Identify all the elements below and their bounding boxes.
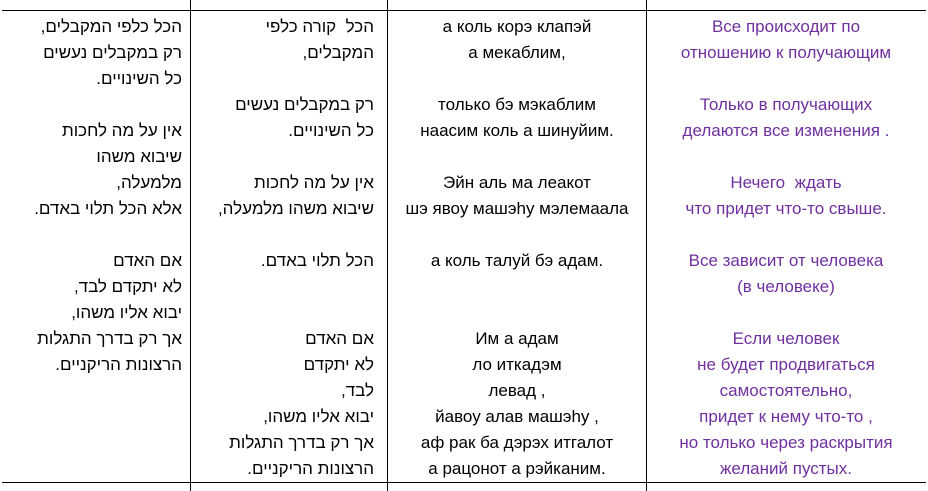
hebrew-full-line: הרצונות הריקניים. [55,355,182,374]
translation-line: отношению к получающим [680,43,892,62]
translation-line: желаний пустых. [720,459,852,478]
translation-line: что придет что-то свыше. [685,199,887,218]
translation-line: не будет продвигаться [697,355,875,374]
translation-line: Только в получающих [699,95,873,114]
translation-line: самостоятельно, [719,381,853,400]
transliteration-line [390,66,644,92]
hebrew-split-line: אך רק בדרך התגלות [229,433,374,452]
translation-line: Если человек [732,329,840,348]
hebrew-full-line: רק במקבלים נעשים [43,43,182,62]
hebrew-split-line: המקבלים, [302,43,374,62]
transliteration-line: шэ явоу машэһу мэлемаала [405,199,629,218]
translation-line: Все зависит от человека [688,251,884,270]
transliteration-line: Им а адам [475,329,559,348]
transliteration-line: только бэ мэкаблим [438,95,596,114]
hebrew-split-line [194,274,374,300]
translation-line [650,144,922,170]
hebrew-split-line: אין על מה לחכות [254,173,374,192]
top-border [2,10,926,11]
translation-line [650,66,922,92]
hebrew-split-line: לבד, [341,381,374,400]
hebrew-split-line [194,144,374,170]
column-divider [387,0,388,491]
transliteration-line: левад , [488,381,546,400]
column-divider [190,0,191,491]
translation-line: Все происходит по [711,17,861,36]
translation-line: делаются все изменения . [682,121,890,140]
translation-line: придет к нему что-то , [699,407,873,426]
translation-line: но только через раскрытия [679,433,893,452]
hebrew-split-line: רק במקבלים נעשים [235,95,374,114]
hebrew-split-line: יבוא אליו משהו, [263,407,374,426]
hebrew-split-line: שיבוא משהו מלמעלה, [217,199,374,218]
hebrew-full-line [4,222,182,248]
bottom-border [2,482,926,483]
column-divider [646,0,647,491]
transliteration-line: а коль талуй бэ адам. [430,251,604,270]
transliteration-line [390,222,644,248]
hebrew-split-line: אם האדם [305,329,374,348]
hebrew-full-line: כל השינויים. [96,69,182,88]
transliteration-line [390,300,644,326]
hebrew-split-line: הכל קורה כלפי [265,17,374,36]
hebrew-full-line: מלמעלה, [116,173,182,192]
translation-line [650,300,922,326]
transliteration-line [390,274,644,300]
hebrew-split-line: כל השינויים. [288,121,374,140]
hebrew-full-line: אם האדם [113,251,182,270]
hebrew-full-line: אלא הכל תלוי באדם. [34,199,182,218]
hebrew-full-line: שיבוא משהו [96,147,182,166]
hebrew-full-line: אך רק בדרך התגלות [37,329,182,348]
transliteration-column [390,14,644,482]
hebrew-split-line: לא יתקדם [303,355,374,374]
transliteration-line: ло иткадэм [472,355,562,374]
transliteration-line: йавоу алав машэһу , [435,407,599,426]
hebrew-full-line: הכל כלפי המקבלים, [40,17,182,36]
hebrew-split-line: הרצונות הריקניים. [247,459,374,478]
translation-column [650,14,922,482]
hebrew-full-line: אין על מה לחכות [62,121,182,140]
transliteration-line: а рацонот а рэйканим. [428,459,606,478]
hebrew-full-line: יבוא אליו משהו, [71,303,182,322]
transliteration-line [390,144,644,170]
transliteration-line: наасим коль а шинуйим. [420,121,614,140]
transliteration-line: а коль корэ клапэй [442,17,592,36]
transliteration-line: а мекаблим, [468,43,566,62]
transliteration-line: аф рак ба дэрэх итгалот [420,433,614,452]
transliteration-line: Эйн аль ма леакот [443,173,591,192]
hebrew-full-column [4,14,182,378]
hebrew-split-line [194,66,374,92]
hebrew-split-column [194,14,374,482]
translation-line: Нечего ждать [730,173,842,192]
hebrew-split-line [194,300,374,326]
translation-line: (в человеке) [737,277,835,296]
hebrew-split-line: הכל תלוי באדם. [260,251,374,270]
hebrew-full-line [4,92,182,118]
translation-line [650,222,922,248]
hebrew-full-line: לא יתקדם לבד, [73,277,182,296]
hebrew-split-line [194,222,374,248]
